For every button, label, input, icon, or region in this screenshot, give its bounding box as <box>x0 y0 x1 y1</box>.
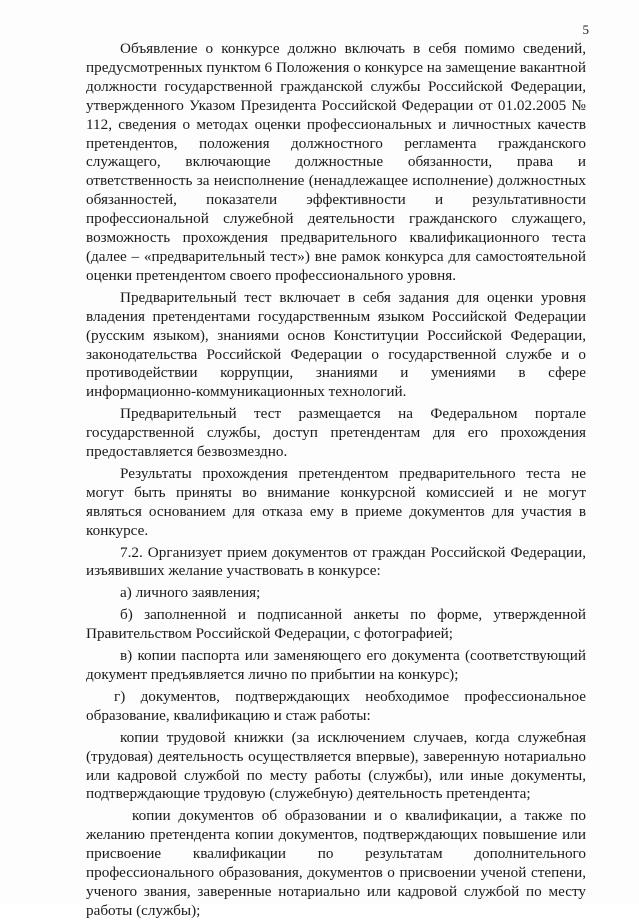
paragraph-test-results: Результаты прохождения претендентом предварительного теста не могут быть приняты во внимание конкурсной комиссией и не могут являться основанием для отказа ему в приеме документов для участия в конкурсе. <box>86 464 586 539</box>
list-item-b: б) заполненной и подписанной анкеты по форме, утвержденной Правительством Российской Федерации, с фотографией; <box>86 606 586 643</box>
page-number: 5 <box>582 22 589 37</box>
list-item-g: г) документов, подтверждающих необходимое профессиональное образование, квалификацию и стаж работы: <box>86 687 586 724</box>
paragraph-education-docs: копии документов об образовании и о квалификации, а также по желанию претендента копии документов, подтверждающих повышение или присвоение квалификации по результатам дополнительного профессионального образования, документов о присвоении ученой степени, ученого звания, заверенные нотариально или кадровой службой по месту работы (службы); <box>86 807 586 919</box>
paragraph-test-portal: Предварительный тест размещается на Федеральном портале государственной службы, доступ претендентам для его прохождения предоставляется безвозмездно. <box>86 405 586 461</box>
list-item-v: в) копии паспорта или заменяющего его документа (соответствующий документ предъявляется лично по прибытии на конкурс); <box>86 647 586 683</box>
paragraph-announcement: Объявление о конкурсе должно включать в себя помимо сведений, предусмотренных пунктом 6 Положения о конкурсе на замещение вакантной должности государственной гражданской службы Российской Федерации, утвержденного Указом Президента Российской Федерации от 01.02.2005 № 112, сведения о методах оценки профессиональных и личностных качеств претендентов, положения должностного регламента гражданского служащего, включающие должностные обязанности, права и ответственность за неисполнение (ненадлежащее исполнение) должностных обязанностей, показатели эффективности и результативности профессиональной служебной деятельности гражданского служащего, возможность прохождения предварительного квалификационного теста (далее – «предварительный тест») вне рамок конкурса для самостоятельной оценки претендентом своего профессионального уровня. <box>86 40 586 284</box>
paragraph-preliminary-test: Предварительный тест включает в себя задания для оценки уровня владения претендентами государственным языком Российской Федерации (русским языком), знаниями основ Конституции Российской Федерации, законодательства Российской Федерации о государственной службе и о противодействии коррупции, знаниями и умениями в сфере информационно-коммуникационных технологий. <box>86 288 586 401</box>
list-item-a: а) личного заявления; <box>120 584 261 602</box>
paragraph-7-2: 7.2. Организует прием документов от граждан Российской Федерации, изъявивших желание участвовать в конкурсе: <box>86 543 586 580</box>
document-body <box>86 40 586 924</box>
paragraph-work-book: копии трудовой книжки (за исключением случаев, когда служебная (трудовая) деятельность осуществляется впервые), заверенную нотариально или кадровой службой по месту работы (службы), или иные документы, подтверждающие трудовую (служебную) деятельность претендента; <box>86 728 586 803</box>
